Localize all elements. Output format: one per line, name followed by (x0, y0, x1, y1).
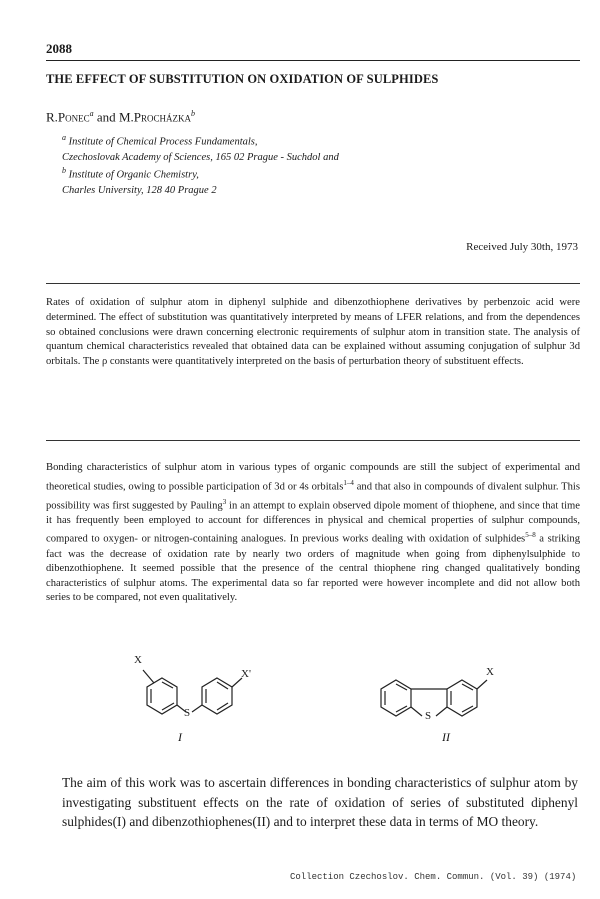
received-date: Received July 30th, 1973 (466, 241, 578, 253)
substituent-x: X (486, 666, 494, 678)
author-2: M.Procházka (118, 109, 191, 125)
affiliation-b-line1: Institute of Organic Chemistry, (68, 169, 199, 181)
authors (46, 109, 195, 125)
dibenzothiophene-drawing (370, 650, 530, 750)
ref-3: 5–8 (525, 531, 536, 540)
affiliation-b (62, 163, 217, 198)
substituent-x-prime: X' (241, 668, 251, 680)
ref-2: 3 (222, 497, 227, 506)
ref-1: 1–4 (343, 478, 354, 487)
affiliation-a-line1: Institute of Chemical Process Fundamentals, (68, 136, 258, 148)
sulphur-atom-label: S (425, 710, 432, 722)
body-text-4: a striking fact was the decrease of oxidation rate by nearly two orders of magnitude when going from diphenylsulphide to dibenzothiophene. It seemed possible that the presence of the central thiophene ring changed qualitatively bonding characteristics of sulphur atoms. The experimental data so far reported were however incomplete and did not allow both series to be compared, not even qualitatively. (46, 533, 580, 604)
abstract-rule-top (46, 283, 580, 284)
diphenyl-sulphide-drawing (128, 650, 288, 750)
structure-label-2: II (442, 730, 450, 744)
page-number: 2088 (46, 41, 72, 56)
substituent-x: X (134, 654, 142, 666)
header-rule (46, 60, 580, 61)
affiliation-a-mark: a (62, 133, 66, 142)
body-paragraph (46, 461, 580, 606)
sulphur-atom-label: S (184, 707, 191, 719)
author-connector: and (96, 109, 116, 125)
journal-footer: Collection Czechoslov. Chem. Commun. (Vol. 39) (1974) (290, 872, 577, 882)
affiliation-a (62, 130, 339, 165)
body-text-1: Bonding characteristics of sulphur atom in various types of organic compounds are still the subject of experimental and theoretical studies, owing to possible participation of 3d or 4s orbitals (46, 462, 580, 493)
affiliation-b-mark: b (62, 166, 66, 175)
affiliation-a-line2: Czechoslovak Academy of Sciences, 165 02 Prague - Suchdol and (62, 151, 339, 163)
structure-diphenyl-sulphide (128, 650, 288, 750)
structure-dibenzothiophene (370, 650, 530, 750)
author-1: R.Ponec (46, 109, 90, 125)
body-text-2: and that also in compounds of divalent sulphur. This possibility was first suggested by Pauling (46, 481, 580, 512)
author-1-mark: a (89, 109, 94, 118)
aim-paragraph: The aim of this work was to ascertain differences in bonding characteristics of sulphur atom by investigating substituent effects on the rate of oxidation of series of substituted diphenyl sulphides(I) and dibenzothiophenes(II) and to interpret these data in terms of MO theory. (62, 775, 578, 829)
author-2-mark: b (190, 109, 195, 118)
body-text-3: in an attempt to explain observed dipole moment of thiophene, and since that time it has frequently been employed to account for differences in physical and chemical properties of sulphur compounds, compared to oxygen- or nitrogen-containing analogues. In previous works dealing with oxidation of sulphides (46, 500, 580, 545)
affiliation-b-line2: Charles University, 128 40 Prague 2 (62, 184, 217, 196)
article-title: THE EFFECT OF SUBSTITUTION ON OXIDATION OF SULPHIDES (46, 72, 439, 86)
abstract: Rates of oxidation of sulphur atom in diphenyl sulphide and dibenzothiophene derivatives by perbenzoic acid were determined. The effect of substitution was quantitatively interpreted by means of LFER relations, and from the dependences so obtained conclusions were drawn concerning electronic requirements of sulphur atom in transition state. The analysis of quantum chemical characteristics revealed that obtained data can be explained without assuming conjugation of sulphur 3d orbitals. The ρ constants were quantitatively interpreted on the basis of perturbation theory of substituent effects. (46, 297, 580, 368)
abstract-rule-bottom (46, 440, 580, 441)
structure-label-1: I (178, 730, 182, 744)
